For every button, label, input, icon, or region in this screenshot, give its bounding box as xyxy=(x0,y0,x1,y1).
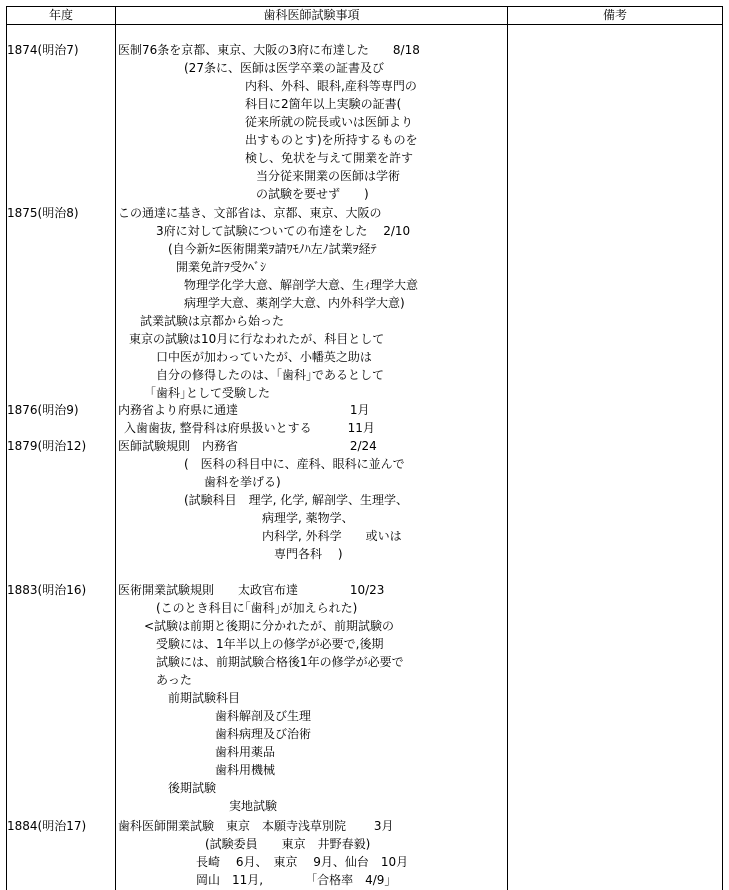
entry-line: (自今新ﾀﾆ医術開業ｦ請ﾜﾓﾉﾊ左ﾉ試業ｦ経ﾃ xyxy=(168,242,377,256)
entry-line: 3府に対して試験についての布達をした 2/10 xyxy=(156,224,411,238)
entry-line: 自分の修得したのは、｢歯科｣であるとして xyxy=(156,368,385,382)
entry-line: あった xyxy=(156,673,192,687)
entry-line: 実地試験 xyxy=(229,799,278,813)
entry-line: 当分従来開業の医師は学術 xyxy=(256,169,401,183)
header-bottom-border xyxy=(6,24,723,25)
entry-line: 内務省より府県に通達 1月 xyxy=(118,403,370,417)
entry-line: 前期試験科目 xyxy=(168,691,241,705)
entry-line: 歯科病理及び治術 xyxy=(215,727,312,741)
column-divider-1 xyxy=(115,6,116,890)
entry-line: の試験を要せず ) xyxy=(256,187,369,201)
year-1875: 1875(明治8) xyxy=(7,206,79,220)
entry-line: 後期試験 xyxy=(168,781,217,795)
entry-line: この通達に基き、文部省は、京都、東京、大阪の xyxy=(118,206,382,220)
entry-line: 病理学, 薬物学、 xyxy=(262,511,354,525)
entry-line: ｢歯科｣として受験した xyxy=(150,386,271,400)
entry-line: 歯科医師開業試験 東京 本願寺浅草別院 3月 xyxy=(118,819,394,833)
entry-line: 歯科用機械 xyxy=(215,763,276,777)
year-1883: 1883(明治16) xyxy=(7,583,87,597)
header-remarks: 備考 xyxy=(602,8,627,22)
entry-line: 東京の試験は10月に行なわれたが、科目として xyxy=(129,332,385,346)
column-divider-2 xyxy=(507,6,508,890)
year-1874: 1874(明治7) xyxy=(7,43,79,57)
entry-line: 試業試験は京都から始った xyxy=(140,314,285,328)
entry-line: 物理学化学大意、解剖学大意、生ｨ理学大意 xyxy=(184,278,419,292)
entry-line: 検し、免状を与えて開業を許す xyxy=(245,151,414,165)
entry-line: 歯科を挙げる) xyxy=(204,475,281,489)
entry-line: 医師試験規則 内務省 2/24 xyxy=(118,439,377,453)
header-items: 歯科医師試験事項 xyxy=(263,8,360,22)
entry-line: <試験は前期と後期に分かれたが、前期試験の xyxy=(144,619,395,633)
table-border-right xyxy=(722,6,723,890)
entry-line: 受験には、1年半以上の修学が必要で,後期 xyxy=(156,637,384,651)
year-1876: 1876(明治9) xyxy=(7,403,79,417)
entry-line: ( 医科の科目中に、産科、眼科に並んで xyxy=(184,457,405,471)
entry-line: 医術開業試験規則 太政官布達 10/23 xyxy=(118,583,385,597)
year-1884: 1884(明治17) xyxy=(7,819,87,833)
entry-line: 口中医が加わっていたが、小幡英之助は xyxy=(156,350,372,364)
entry-line: 病理学大意、薬剤学大意、内外科学大意) xyxy=(184,296,405,310)
entry-line: 歯科用薬品 xyxy=(215,745,276,759)
entry-line: 岡山 11月, ｢合格率 4/9｣ xyxy=(196,873,391,887)
entry-line: 出すものとす)を所持するものを xyxy=(245,133,418,147)
header-year: 年度 xyxy=(48,8,73,22)
entry-line: 従来所就の院長或いは医師より xyxy=(245,115,414,129)
entry-line: 入歯歯抜, 整骨科は府県扱いとする 11月 xyxy=(124,421,375,435)
entry-line: 歯科解剖及び生理 xyxy=(215,709,312,723)
year-1879: 1879(明治12) xyxy=(7,439,87,453)
entry-line: 長崎 6月、 東京 9月、仙台 10月 xyxy=(196,855,409,869)
entry-line: 内科学, 外科学 或いは xyxy=(262,529,402,543)
entry-line: (試験委員 東京 井野春毅) xyxy=(205,837,371,851)
entry-line: 医制76条を京都、東京、大阪の3府に布達した 8/18 xyxy=(118,43,420,57)
entry-line: 内科、外科、眼科,産科等専門の xyxy=(245,79,417,93)
entry-line: (このとき科目に｢歯科｣が加えられた) xyxy=(156,601,358,615)
entry-line: 開業免許ｦ受ｸﾍﾞｼ xyxy=(176,260,267,274)
entry-line: 専門各科 ) xyxy=(274,547,343,561)
entry-line: (27条に、医師は医学卒業の証書及び xyxy=(184,61,384,75)
entry-line: (試験科目 理学, 化学, 解剖学、生理学、 xyxy=(184,493,408,507)
entry-line: 科目に2箇年以上実験の証書( xyxy=(245,97,402,111)
entry-line: 試験には、前期試験合格後1年の修学が必要で xyxy=(156,655,404,669)
